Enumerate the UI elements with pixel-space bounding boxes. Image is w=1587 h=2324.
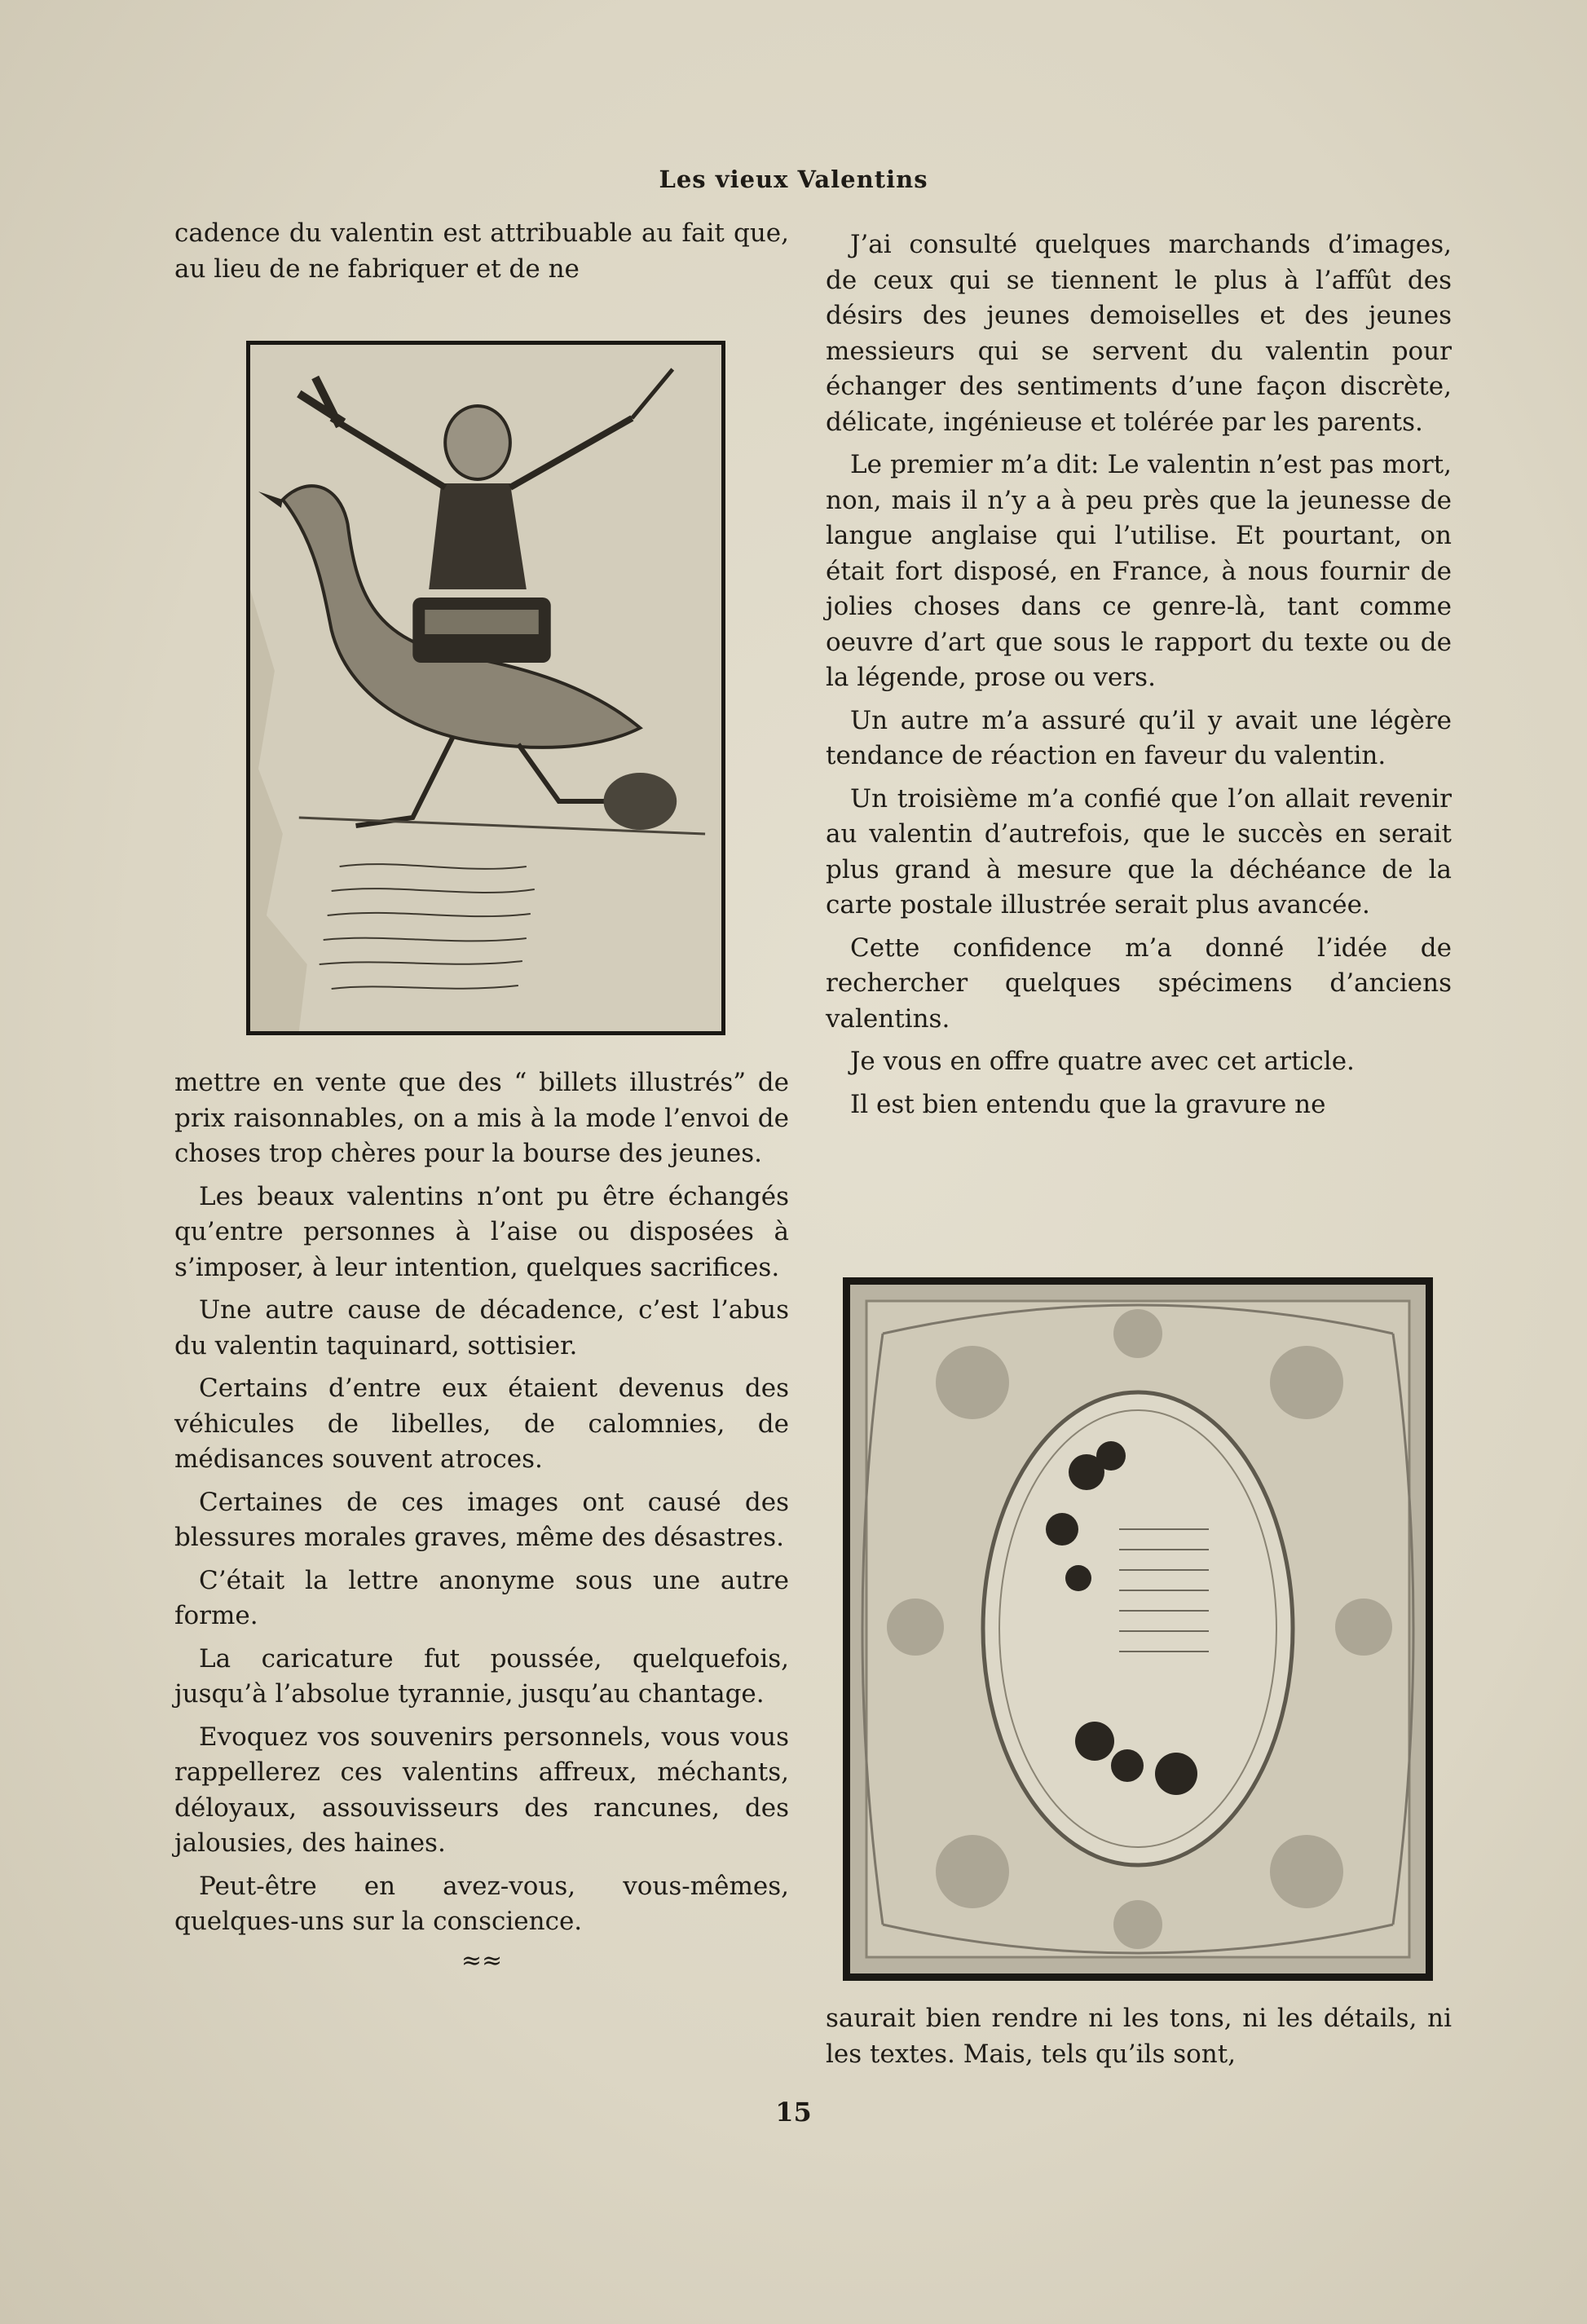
- paragraph: Il est bien entendu que la gravure ne: [850, 1089, 1326, 1119]
- paragraph: saurait bien rendre ni les tons, ni les détails, ni les textes. Mais, tels qu’ils sont,: [826, 2004, 1452, 2069]
- end-of-article-mark: ≈≈: [461, 1946, 503, 1975]
- paragraph: Certains d’entre eux étaient devenus des véhicules de libelles, de calomnies, de médisances souvent atroces.: [174, 1374, 789, 1474]
- paragraph: Une autre cause de décadence, c’est l’abus du valentin taquinard, sottisier.: [174, 1295, 789, 1360]
- paragraph: C’était la lettre anonyme sous une autre forme.: [174, 1565, 789, 1630]
- paragraph: Peut-être en avez-vous, vous-mêmes, quelques-uns sur la conscience.: [174, 1871, 789, 1936]
- right-column-bottom: [826, 2001, 1452, 2072]
- paragraph: La caricature fut poussée, quelquefois, jusqu’à l’absolue tyrannie, jusqu’au chantage.: [174, 1643, 789, 1709]
- paragraph: Certaines de ces images ont causé des blessures morales graves, même des désastres.: [174, 1487, 789, 1552]
- paragraph: Cette confidence m’a donné l’idée de rechercher quelques spécimens d’anciens valentins.: [826, 933, 1452, 1034]
- lace-valentine-icon: [850, 1285, 1426, 1973]
- paragraph: mettre en vente que des “ billets illustrés” de prix raisonnables, on a mis à la mode l’envoi de choses trop chères pour la bourse des jeunes.: [174, 1068, 789, 1168]
- paragraph: J’ai consulté quelques marchands d’images, de ceux qui se tiennent le plus à l’affût des désirs des jeunes demoiselles et des jeunes messieurs qui se servent du valentin pour échanger des sentiments d’une façon discrète, délicate, ingénieuse et tolérée par les parents.: [826, 230, 1452, 437]
- paragraph: Un troisième m’a confié que l’on allait revenir au valentin d’autrefois, que le succès en serait plus grand à mesure que la déchéance de la carte postale illustrée serait plus avancée.: [826, 783, 1452, 919]
- caricature-valentine-illustration: [246, 341, 725, 1035]
- caricature-valentine-icon: [250, 345, 721, 1031]
- left-column-body: [174, 1065, 789, 1978]
- paragraph: Un autre m’a assuré qu’il y avait une légère tendance de réaction en faveur du valentin.: [826, 705, 1452, 770]
- paragraph: Je vous en offre quatre avec cet article.: [850, 1047, 1355, 1076]
- paragraph: Les beaux valentins n’ont pu être échangés qu’entre personnes à l’aise ou disposées à s’imposer, à leur intention, quelques sacrifices.: [174, 1181, 789, 1282]
- lace-valentine-illustration: [843, 1277, 1433, 1981]
- paragraph: Le premier m’a dit: Le valentin n’est pas mort, non, mais il n’y a à peu près que la jeunesse de langue anglaise qui l’utilise. Et pourtant, on était fort disposé, en France, à nous fournir de jolies choses dans ce genre-là, tant comme oeuvre d’art que sous le rapport du texte ou de la légende, prose ou vers.: [826, 450, 1452, 692]
- paragraph: Evoquez vos souvenirs personnels, vous vous rappellerez ces valentins affreux, méchants, déloyaux, assouvisseurs des rancunes, des jalousies, des haines.: [174, 1722, 789, 1858]
- page-number: 15: [775, 2097, 812, 2128]
- paragraph: cadence du valentin est attribuable au fait que, au lieu de ne fabriquer et de ne: [174, 218, 789, 284]
- left-column-top: [174, 216, 789, 287]
- running-title: Les vieux Valentins: [659, 165, 928, 193]
- right-column-body: [826, 227, 1452, 1122]
